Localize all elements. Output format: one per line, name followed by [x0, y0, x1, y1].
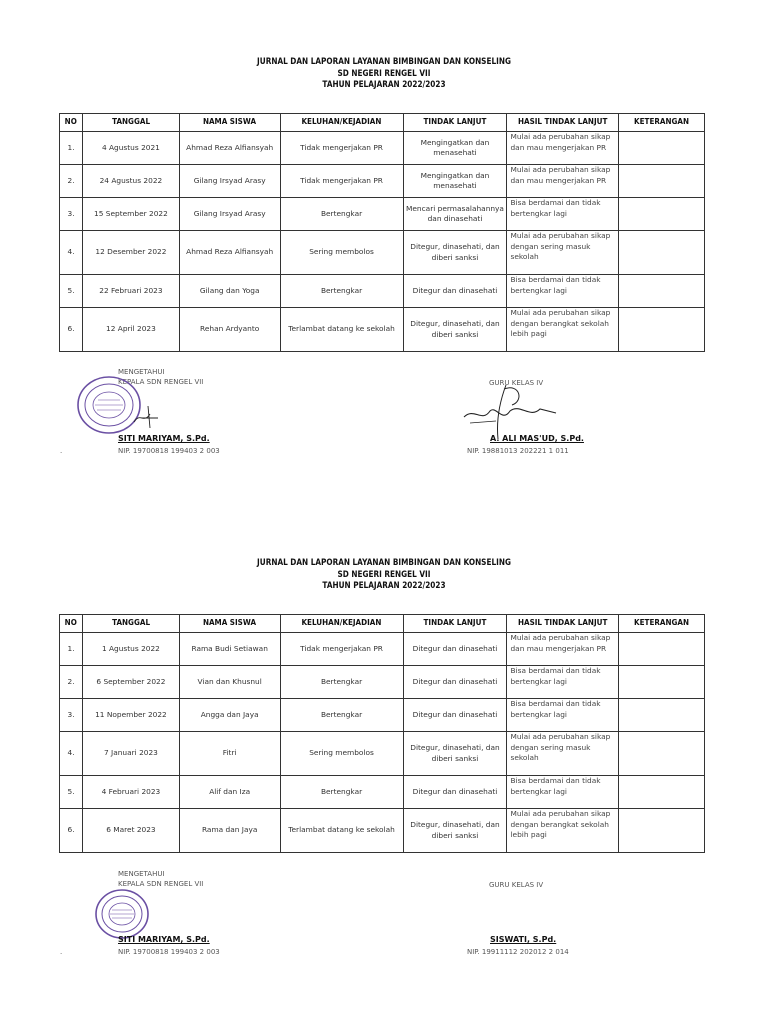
sig-right-line1: GURU KELAS IV — [489, 881, 544, 889]
stray-dot: . — [60, 447, 63, 455]
cell-nama: Ahmad Reza Alfiansyah — [179, 231, 280, 275]
cell-keterangan — [618, 699, 704, 732]
title-line-1: JURNAL DAN LAPORAN LAYANAN BIMBINGAN DAN KONSELING — [257, 558, 511, 568]
table-row — [60, 633, 705, 666]
sig-left-nip: NIP. 19700818 199403 2 003 — [118, 447, 220, 455]
report-title — [54, 57, 714, 92]
cell-tindak: Ditegur dan dinasehati — [403, 699, 507, 732]
header-nama-siswa: NAMA SISWA — [179, 615, 280, 633]
header-keterangan: KETERANGAN — [618, 114, 704, 132]
cell-nama: Rama dan Jaya — [179, 809, 280, 853]
cell-keterangan — [618, 776, 704, 809]
cell-keterangan — [618, 231, 704, 275]
sig-left-block — [118, 869, 203, 889]
cell-keluhan: Tidak mengerjakan PR — [280, 633, 403, 666]
table-row — [60, 308, 705, 352]
cell-hasil: Mulai ada perubahan sikap dan mau mengerjakan PR — [507, 633, 618, 666]
sig-left-line1: MENGETAHUI — [118, 368, 165, 376]
cell-keterangan — [618, 666, 704, 699]
cell-keluhan: Tidak mengerjakan PR — [280, 132, 403, 165]
cell-nama: Angga dan Jaya — [179, 699, 280, 732]
cell-tindak: Ditegur, dinasehati, dan diberi sanksi — [403, 732, 507, 776]
report-title — [54, 558, 714, 593]
cell-tindak: Ditegur, dinasehati, dan diberi sanksi — [403, 308, 507, 352]
cell-hasil: Bisa berdamai dan tidak bertengkar lagi — [507, 776, 618, 809]
cell-hasil: Mulai ada perubahan sikap dan mau mengerjakan PR — [507, 165, 618, 198]
cell-tanggal: 24 Agustus 2022 — [83, 165, 180, 198]
cell-no: 5. — [60, 275, 83, 308]
header-no: NO — [60, 114, 83, 132]
sig-right-name: A. ALI MAS'UD, S.Pd. — [490, 434, 584, 443]
cell-no: 5. — [60, 776, 83, 809]
cell-nama: Rama Budi Setiawan — [179, 633, 280, 666]
cell-nama: Vian dan Khusnul — [179, 666, 280, 699]
cell-hasil: Bisa berdamai dan tidak bertengkar lagi — [507, 198, 618, 231]
title-line-3: TAHUN PELAJARAN 2022/2023 — [322, 581, 446, 591]
cell-tindak: Ditegur dan dinasehati — [403, 776, 507, 809]
cell-tanggal: 1 Agustus 2022 — [83, 633, 180, 666]
title-line-1: JURNAL DAN LAPORAN LAYANAN BIMBINGAN DAN KONSELING — [257, 57, 511, 67]
cell-keterangan — [618, 633, 704, 666]
cell-tindak: Ditegur, dinasehati, dan diberi sanksi — [403, 231, 507, 275]
sig-left-line2: KEPALA SDN RENGEL VII — [118, 378, 204, 386]
header-keluhan: KELUHAN/KEJADIAN — [280, 615, 403, 633]
journal-table — [59, 614, 705, 853]
cell-keterangan — [618, 275, 704, 308]
header-keluhan: KELUHAN/KEJADIAN — [280, 114, 403, 132]
sig-right-name: SISWATI, S.Pd. — [490, 935, 557, 944]
header-tanggal: TANGGAL — [83, 114, 180, 132]
cell-nama: Gilang Irsyad Arasy — [179, 198, 280, 231]
table-row — [60, 776, 705, 809]
header-hasil: HASIL TINDAK LANJUT — [507, 114, 618, 132]
cell-hasil: Mulai ada perubahan sikap dengan sering masuk sekolah — [507, 231, 618, 275]
cell-no: 1. — [60, 132, 83, 165]
table-row — [60, 732, 705, 776]
title-line-3: TAHUN PELAJARAN 2022/2023 — [322, 80, 446, 90]
header-tindak-lanjut: TINDAK LANJUT — [403, 114, 507, 132]
table-header-row — [60, 615, 705, 633]
cell-no: 1. — [60, 633, 83, 666]
cell-keterangan — [618, 732, 704, 776]
cell-tindak: Mengingatkan dan menasehati — [403, 165, 507, 198]
cell-hasil: Bisa berdamai dan tidak bertengkar lagi — [507, 699, 618, 732]
table-row — [60, 165, 705, 198]
cell-tanggal: 7 Januari 2023 — [83, 732, 180, 776]
table-row — [60, 809, 705, 853]
cell-keluhan: Terlambat datang ke sekolah — [280, 809, 403, 853]
table-row — [60, 132, 705, 165]
cell-hasil: Mulai ada perubahan sikap dengan berangkat sekolah lebih pagi — [507, 809, 618, 853]
report-1 — [0, 57, 768, 455]
cell-tanggal: 11 Nopember 2022 — [83, 699, 180, 732]
cell-keluhan: Bertengkar — [280, 275, 403, 308]
stray-dot: . — [60, 948, 63, 956]
title-line-2: SD NEGERI RENGEL VII — [337, 68, 431, 79]
cell-tanggal: 6 September 2022 — [83, 666, 180, 699]
cell-tindak: Mencari permasalahannya dan dinasehati — [403, 198, 507, 231]
cell-nama: Gilang Irsyad Arasy — [179, 165, 280, 198]
cell-tanggal: 6 Maret 2023 — [83, 809, 180, 853]
cell-nama: Alif dan Iza — [179, 776, 280, 809]
cell-keluhan: Terlambat datang ke sekolah — [280, 308, 403, 352]
cell-tindak: Ditegur, dinasehati, dan diberi sanksi — [403, 809, 507, 853]
cell-keluhan: Tidak mengerjakan PR — [280, 165, 403, 198]
cell-keluhan: Sering membolos — [280, 732, 403, 776]
cell-keluhan: Bertengkar — [280, 776, 403, 809]
table-row — [60, 198, 705, 231]
cell-tindak: Ditegur dan dinasehati — [403, 633, 507, 666]
sig-right-line1: GURU KELAS IV — [489, 379, 544, 387]
cell-nama: Rehan Ardyanto — [179, 308, 280, 352]
cell-keterangan — [618, 809, 704, 853]
signature-kepala-icon — [130, 402, 162, 432]
sig-left-line2: KEPALA SDN RENGEL VII — [118, 880, 204, 888]
cell-no: 2. — [60, 666, 83, 699]
cell-keluhan: Sering membolos — [280, 231, 403, 275]
table-row — [60, 231, 705, 275]
cell-tindak: Ditegur dan dinasehati — [403, 275, 507, 308]
cell-no: 4. — [60, 732, 83, 776]
header-hasil: HASIL TINDAK LANJUT — [507, 615, 618, 633]
table-header-row — [60, 114, 705, 132]
cell-keterangan — [618, 198, 704, 231]
cell-hasil: Mulai ada perubahan sikap dengan sering masuk sekolah — [507, 732, 618, 776]
cell-hasil: Mulai ada perubahan sikap dan mau mengerjakan PR — [507, 132, 618, 165]
cell-tindak: Ditegur dan dinasehati — [403, 666, 507, 699]
header-nama-siswa: NAMA SISWA — [179, 114, 280, 132]
cell-no: 3. — [60, 198, 83, 231]
cell-no: 3. — [60, 699, 83, 732]
cell-hasil: Bisa berdamai dan tidak bertengkar lagi — [507, 275, 618, 308]
table-row — [60, 275, 705, 308]
sig-right-nip: NIP. 19911112 202012 2 014 — [467, 948, 569, 956]
cell-tanggal: 15 September 2022 — [83, 198, 180, 231]
cell-tanggal: 4 Agustus 2021 — [83, 132, 180, 165]
journal-table — [59, 113, 705, 352]
cell-keterangan — [618, 308, 704, 352]
cell-hasil: Bisa berdamai dan tidak bertengkar lagi — [507, 666, 618, 699]
cell-keluhan: Bertengkar — [280, 699, 403, 732]
title-line-2: SD NEGERI RENGEL VII — [337, 569, 431, 580]
cell-no: 6. — [60, 308, 83, 352]
cell-tindak: Mengingatkan dan menasehati — [403, 132, 507, 165]
table-row — [60, 699, 705, 732]
sig-left-name: SITI MARIYAM, S.Pd. — [118, 434, 210, 443]
sig-left-name: SITI MARIYAM, S.Pd. — [118, 935, 210, 944]
cell-tanggal: 12 April 2023 — [83, 308, 180, 352]
cell-keluhan: Bertengkar — [280, 198, 403, 231]
header-keterangan: KETERANGAN — [618, 615, 704, 633]
sig-left-nip: NIP. 19700818 199403 2 003 — [118, 948, 220, 956]
header-no: NO — [60, 615, 83, 633]
report-2 — [0, 558, 768, 956]
sig-left-line1: MENGETAHUI — [118, 870, 165, 878]
header-tanggal: TANGGAL — [83, 615, 180, 633]
cell-no: 4. — [60, 231, 83, 275]
table-row — [60, 666, 705, 699]
school-stamp-icon — [94, 888, 150, 940]
cell-hasil: Mulai ada perubahan sikap dengan berangkat sekolah lebih pagi — [507, 308, 618, 352]
cell-no: 6. — [60, 809, 83, 853]
signature-guru-icon — [460, 383, 560, 441]
cell-no: 2. — [60, 165, 83, 198]
cell-nama: Gilang dan Yoga — [179, 275, 280, 308]
cell-nama: Ahmad Reza Alfiansyah — [179, 132, 280, 165]
cell-tanggal: 12 Desember 2022 — [83, 231, 180, 275]
cell-keterangan — [618, 165, 704, 198]
cell-tanggal: 22 Februari 2023 — [83, 275, 180, 308]
header-tindak-lanjut: TINDAK LANJUT — [403, 615, 507, 633]
cell-tanggal: 4 Februari 2023 — [83, 776, 180, 809]
sig-right-nip: NIP. 19881013 202221 1 011 — [467, 447, 569, 455]
cell-keluhan: Bertengkar — [280, 666, 403, 699]
cell-nama: Fitri — [179, 732, 280, 776]
cell-keterangan — [618, 132, 704, 165]
